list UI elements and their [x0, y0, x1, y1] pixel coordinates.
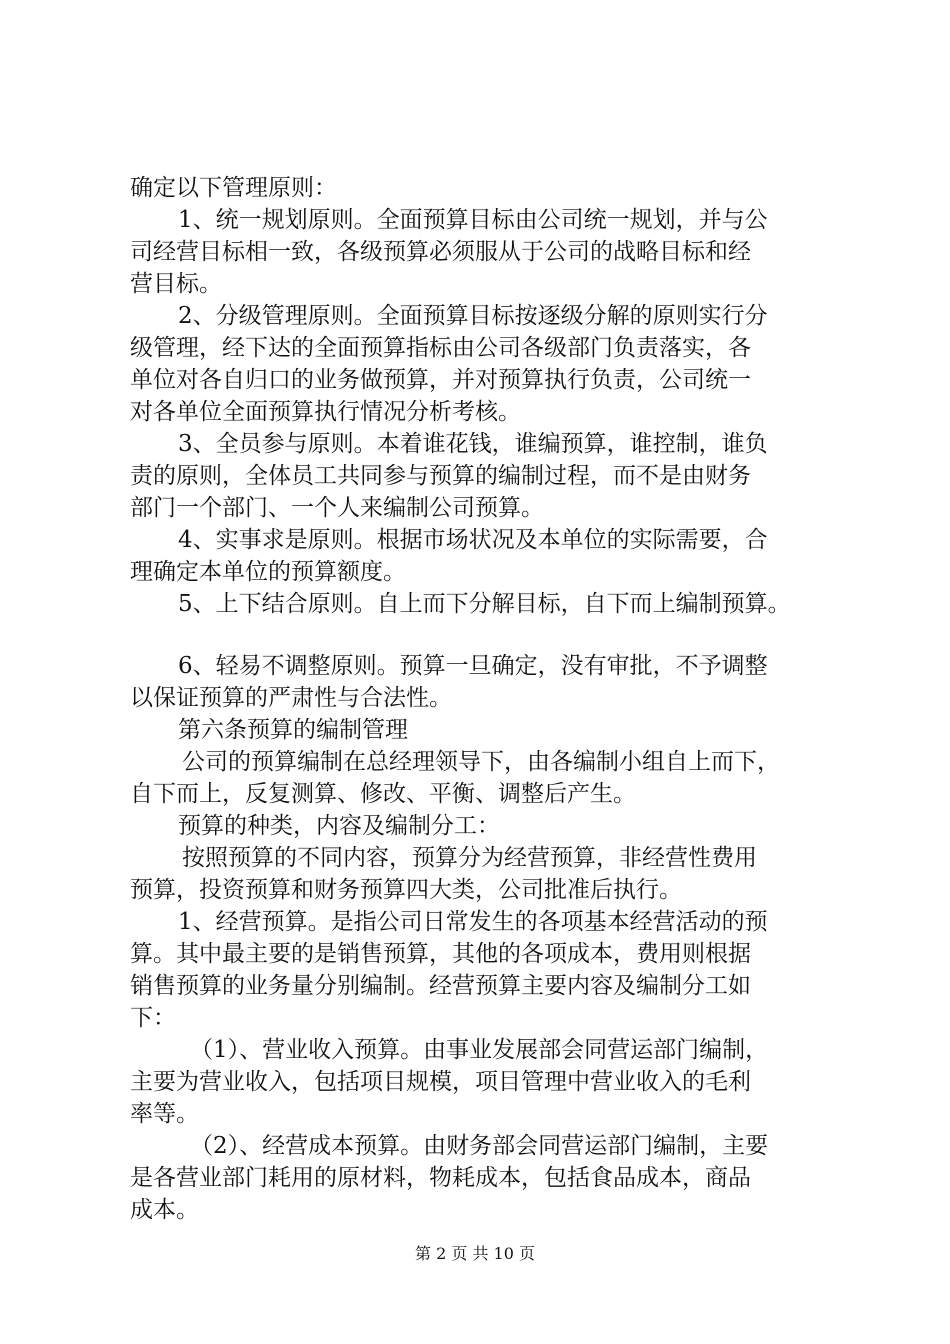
text-line: 营目标。: [130, 271, 222, 297]
text-line: 预算的种类，内容及编制分工：: [178, 813, 500, 839]
text-line: 公司的预算编制在总经理领导下，由各编制小组自上而下，: [182, 749, 780, 775]
text-line: 算。其中最主要的是销售预算，其他的各项成本，费用则根据: [130, 941, 751, 967]
text-line: 1、统一规划原则。全面预算目标由公司统一规划，并与公: [178, 207, 768, 233]
text-line: （1）、营业收入预算。由事业发展部会同营运部门编制，: [190, 1037, 769, 1063]
text-line: 成本。: [130, 1197, 199, 1223]
text-line: 司经营目标相一致，各级预算必须服从于公司的战略目标和经: [130, 239, 751, 265]
text-line: 率等。: [130, 1101, 199, 1127]
text-line: 以保证预算的严肃性与合法性。: [130, 685, 452, 711]
text-line: 主要为营业收入，包括项目规模，项目管理中营业收入的毛利: [130, 1069, 751, 1095]
text-line: 责的原则，全体员工共同参与预算的编制过程，而不是由财务: [130, 463, 751, 489]
text-line: 级管理，经下达的全面预算指标由公司各级部门负责落实，各: [130, 335, 751, 361]
text-line: 单位对各自归口的业务做预算，并对预算执行负责，公司统一: [130, 367, 751, 393]
text-line: 6、轻易不调整原则。预算一旦确定，没有审批，不予调整: [178, 653, 768, 679]
text-line: 预算，投资预算和财务预算四大类，公司批准后执行。: [130, 877, 682, 903]
text-line: 是各营业部门耗用的原材料，物耗成本，包括食品成本，商品: [130, 1165, 751, 1191]
text-line: 第六条预算的编制管理: [178, 717, 408, 743]
text-line: 2、分级管理原则。全面预算目标按逐级分解的原则实行分: [178, 303, 768, 329]
text-line: 确定以下管理原则：: [130, 175, 337, 201]
text-line: 部门一个部门、一个人来编制公司预算。: [130, 495, 544, 521]
paragraph-gap: [130, 620, 840, 650]
document-body: [130, 172, 840, 1226]
text-line: 4、实事求是原则。根据市场状况及本单位的实际需要，合: [178, 527, 768, 553]
text-line: 对各单位全面预算执行情况分析考核。: [130, 399, 521, 425]
text-line: 5、上下结合原则。自上而下分解目标，自下而上编制预算。: [178, 591, 791, 617]
text-line: 1、经营预算。是指公司日常发生的各项基本经营活动的预: [178, 909, 768, 935]
text-line: 下：: [130, 1005, 176, 1031]
text-line: 理确定本单位的预算额度。: [130, 559, 406, 585]
page-footer: 第 2 页 共 10 页: [415, 1244, 535, 1263]
text-line: 按照预算的不同内容，预算分为经营预算，非经营性费用: [182, 845, 757, 871]
text-line: 自下而上，反复测算、修改、平衡、调整后产生。: [130, 781, 636, 807]
text-line: 销售预算的业务量分别编制。经营预算主要内容及编制分工如: [130, 973, 751, 999]
text-line: 3、全员参与原则。本着谁花钱，谁编预算，谁控制，谁负: [178, 431, 768, 457]
text-line: （2）、经营成本预算。由财务部会同营运部门编制，主要: [190, 1133, 769, 1159]
